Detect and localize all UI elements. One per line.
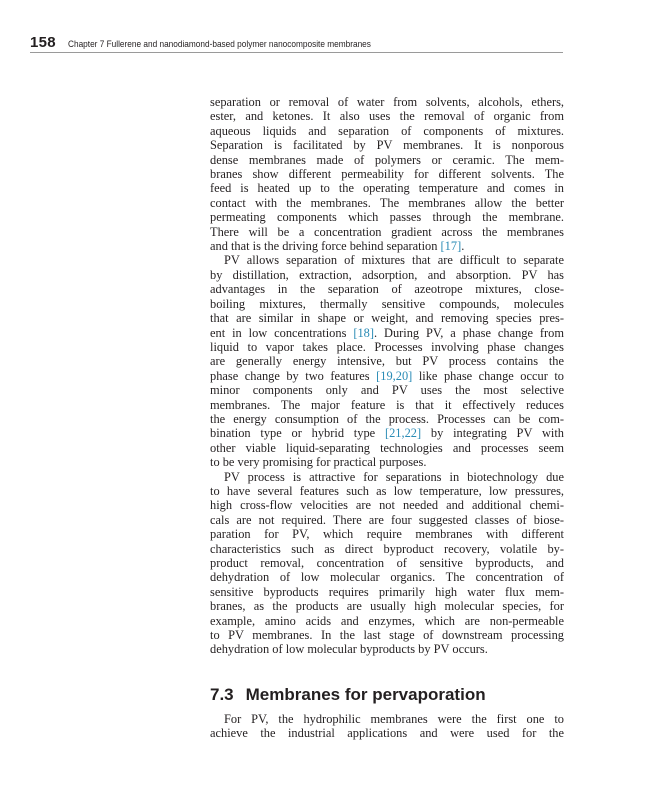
text-line: membranes. The major feature is that it effectively reduces [210, 397, 564, 412]
text-line: For PV, the hydrophilic membranes were the first one to [224, 712, 564, 726]
section-number: 7.3 [210, 685, 234, 704]
paragraph [210, 470, 564, 657]
text-line: product removal, concentration of sensitive byproducts, and [210, 556, 564, 570]
running-title: Chapter 7 Fullerene and nanodiamond-based polymer nanocomposite membranes [68, 39, 372, 49]
text-line: characteristics such as direct byproduct recovery, volatile by- [210, 541, 564, 556]
text-line: example, amino acids and enzymes, which are non-permeable [210, 613, 564, 628]
text-line: sensitive byproducts requires primarily high water flux mem- [210, 584, 564, 599]
text-line: are generally energy intensive, but PV process contains the [210, 354, 564, 369]
text-line: ent in low concentrations [18]. During PV, a phase change from [210, 325, 564, 340]
citation-link[interactable]: [18] [353, 325, 374, 340]
text-line: advantages in the separation of azeotrope mixtures, close- [210, 282, 564, 297]
text-line: paration for PV, which require membranes with different [210, 527, 564, 542]
text-line: liquid to vapor takes place. Processes involving phase changes [210, 339, 564, 354]
page-number: 158 [30, 34, 56, 51]
running-header [30, 34, 563, 53]
text-line: PV process is attractive for separations in biotechnology due [224, 469, 564, 484]
text-line: permeating components which passes through the membrane. [210, 210, 564, 225]
body-text [210, 95, 564, 657]
paragraph [210, 712, 564, 741]
citation-link[interactable]: [21,22] [384, 426, 422, 441]
text-line: PV allows separation of mixtures that are difficult to separate [224, 253, 564, 268]
section-title: Membranes for pervaporation [245, 685, 486, 704]
text-line: the energy consumption of the process. Processes can be com- [210, 411, 564, 426]
text-line: that are similar in shape or weight, and removing species pres- [210, 311, 564, 326]
text-line: other viable liquid-separating technologies and processes seem [210, 440, 564, 455]
text-line: achieve the industrial applications and were used for the [210, 726, 564, 741]
text-line: to have several features such as low temperature, low pressures, [210, 483, 564, 498]
text-line: phase change by two features [19,20] like phase change occur to [210, 368, 564, 383]
text-line: cals are not required. There are four suggested classes of biose- [210, 512, 564, 527]
text-line: separation or removal of water from solvents, alcohols, ethers, [210, 95, 564, 109]
text-line: dehydration of low molecular byproducts by PV occurs. [210, 642, 488, 657]
paragraph [210, 95, 564, 253]
text-line: feed is heated up to the operating temperature and comes in [210, 181, 564, 196]
section-heading [210, 685, 564, 705]
text-line: dense membranes made of polymers or ceramic. The mem- [210, 152, 564, 167]
text-line: dehydration of low molecular organics. The concentration of [210, 570, 564, 585]
section-body-text [210, 712, 564, 741]
text-line: minor components only and PV uses the most selective [210, 383, 564, 398]
paragraph [210, 253, 564, 469]
text-line: Separation is facilitated by PV membranes. It is nonporous [210, 138, 564, 153]
text-line: to be very promising for practical purposes. [210, 455, 427, 470]
text-line: and that is the driving force behind separation [17]. [210, 239, 465, 254]
text-line: boiling mixtures, thermally sensitive compounds, molecules [210, 296, 564, 311]
text-line: ester, and ketones. It also uses the removal of organic from [210, 109, 564, 124]
text-line: branes, as the products are usually high molecular species, for [210, 599, 564, 614]
text-line: branes show different permeability for different solvents. The [210, 167, 564, 182]
text-line: high cross-flow velocities are not needed and additional chemi- [210, 498, 564, 513]
citation-link[interactable]: [17] [440, 239, 462, 254]
text-line: bination type or hybrid type [21,22] by integrating PV with [210, 426, 565, 441]
text-line: There will be a concentration gradient across the membranes [210, 224, 564, 239]
text-line: to PV membranes. In the last stage of downstream processing [210, 628, 564, 643]
text-line: by distillation, extraction, adsorption, and absorption. PV has [210, 267, 564, 282]
text-line: aqueous liquids and separation of components of mixtures. [210, 123, 564, 138]
citation-link[interactable]: [19,20] [376, 368, 413, 383]
text-line: contact with the membranes. The membranes allow the better [210, 195, 564, 210]
